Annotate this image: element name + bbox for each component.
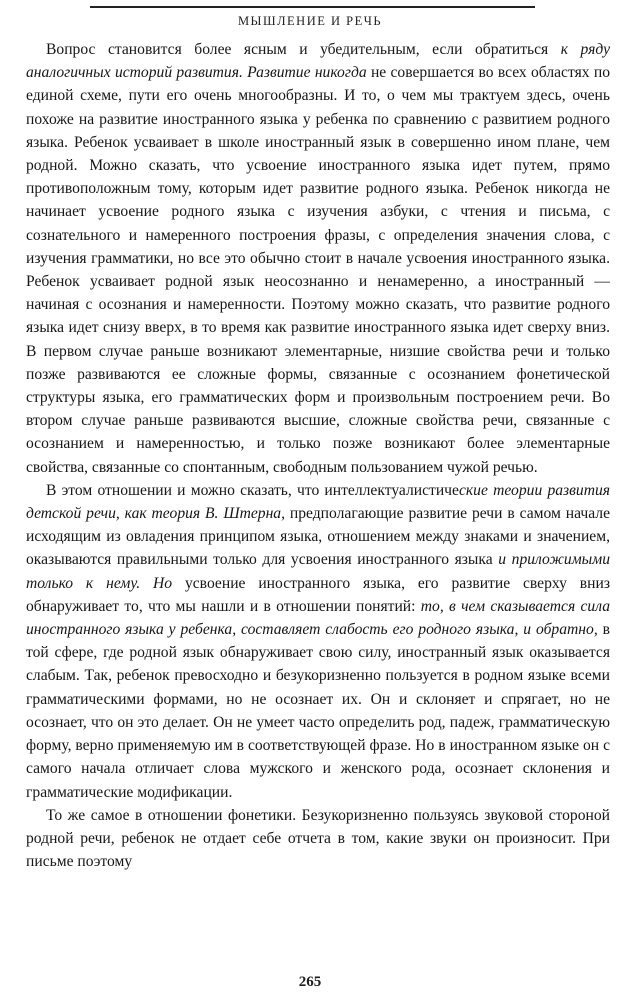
- body-text: [26, 38, 610, 873]
- running-head: МЫШЛЕНИЕ И РЕЧЬ: [237, 14, 383, 28]
- p2-text-a: В этом отношении и можно сказать, что интеллектуалистиче: [46, 481, 459, 499]
- page-number: 265: [298, 974, 322, 990]
- p1-text-b: не совершается во всех областях по единой схеме, пути его очень многообразны. И то, о чем мы трактуем здесь, очень похоже на развитие иностранного языка у ребенка по сравнению с развитием родного языка. Ребенок усваивает в школе иностранный язык в совершенно ином плане, чем родной. Можно сказать, что усвоение иностранного языка идет путем, прямо противоположным тому, которым идет развитие родного языка. Ребенок никогда не начинает усвоение родного языка с изучения азбуки, с чтения и письма, с сознательного и намеренного построения фразы, с определения значения слова, с изучения грамматики, но все это обычно стоит в начале усвоения иностранного языка. Ребенок усваивает родной язык неосознанно и ненамеренно, а иностранный — начиная с осознания и намеренности. Поэтому можно сказать, что развитие родного языка идет снизу вверх, в то время как развитие иностранного языка идет сверху вниз. В первом случае раньше возникают элементарные, низшие свойства речи и только позже развиваются ее сложные формы, связанные с осознанием фонетической структуры языка, его грамматических форм и произвольным построением речи. Во втором случае раньше развиваются высшие, сложные свойства речи, связанные с осознанием и намеренностью, и только позже возникают более элементарные свойства, связанные со спонтанным, свободным пользованием чужой речью.: [26, 64, 610, 476]
- header-rule: [90, 6, 535, 8]
- p1-text-a: Вопрос становится более ясным и убедительным, если обратиться: [46, 41, 561, 58]
- paragraph-3: [26, 804, 610, 874]
- p3-text-a: То же самое в отношении фонетики. Безукоризненно пользуясь звуковой стороной родной речи, ребенок не отдает себе отчета в том, какие звуки он произносит. При письме поэтому: [26, 806, 610, 871]
- paragraph-2: [26, 479, 610, 804]
- p2-text-d: в той сфере, где родной язык обнаруживает свою силу, иностранный язык оказывается слабым. Так, ребенок превосходно и безукоризненно пользуется в родном языке всеми грамматическими формами, но не осознает их. Он и склоняет и спрягает, но не осознает, что он это делает. Он не умеет часто определить род, падеж, грамматическую форму, верно применяемую им в соответствующей фразе. Но в иностранном языке он с самого начала отличает слова мужского и женского рода, осознает склонения и грамматические модификации.: [26, 621, 610, 801]
- p2-italic-a: ские теории развития детской речи, как теория В. Штерна,: [26, 481, 610, 523]
- p2-italic-b: и приложимыми только к нему. Но: [26, 551, 610, 592]
- p2-italic-c: то, в чем сказывается сила иностранного языка у ребенка, составляет слабость его родного языка, и обратно,: [26, 597, 611, 639]
- p2-text-c: усвоение иностранного языка, его развитие сверху вниз обнаруживает то, что мы нашли и в отношении понятий:: [26, 574, 610, 615]
- p2-text-b: предполагающие развитие речи в самом начале исходящим из овладения принципом языка, отношением между знаками и значением, оказываются правильными только для усвоения иностранного языка: [26, 505, 611, 569]
- p1-italic-a: к ряду аналогичных историй развития. Развитие никогда: [26, 41, 611, 82]
- paragraph-1: [26, 38, 610, 479]
